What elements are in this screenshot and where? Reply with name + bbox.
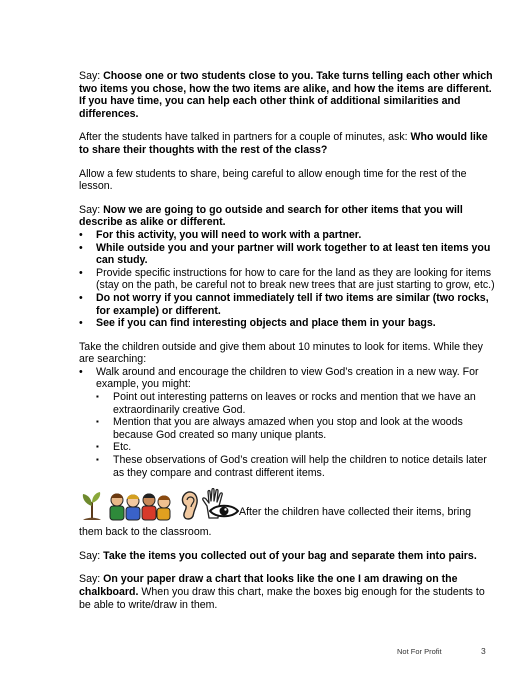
paragraph-go-outside: Say: Now we are going to go outside and search for other items that you will describe as alike or different. [79,203,463,229]
paragraph-draw-chart: Say: On your paper draw a chart that looks like the one I am drawing on the chalkboard. When you draw this chart, make the boxes big enough for the students to be able to write/draw in them. [79,573,485,611]
paragraph-choose-partners: Say: Choose one or two students close to you. Take turns telling each other which two items you chose, how the two items are alike, and how the items are different. If you have time, you can help each other think of additional similarities and differences. [79,70,493,120]
list-item: • Provide specific instructions for how to care for the land as they are looking for items (stay on the path, be careful not to break new trees that are just starting to grow, etc.) [79,266,495,292]
list-item: ▪ Etc. [96,441,132,454]
page-number: 3 [481,646,486,656]
sprout-icon [79,490,105,522]
list-item: ▪ Mention that you are always amazed when you stop and look at the woods because God created so many unique plants. [96,416,463,441]
searching-list [79,366,495,479]
eye-icon [209,503,239,519]
paragraph-separate-pairs: Say: Take the items you collected out of your bag and separate them into pairs. [79,549,477,562]
list-item: ▪ Point out interesting patterns on leaves or rocks and mention that we have an extraordinarily creative God. [96,391,476,416]
list-item: • Walk around and encourage the children to view God’s creation in a new way. For example, you might: ▪ Point out interesting patterns on leaves or rocks and mention that we have an extraordinarily creative God. ▪ Mention that you are always amazed when you stop and look at the woods because God created so many unique plants. ▪ Etc. ▪ These observations of God’s creation will help the children to notice details later as they compare and contrast different items. [79,366,495,479]
icons-caption-continued: them back to the classroom. [79,526,212,539]
paragraph-take-outside: Take the children outside and give them about 10 minutes to look for items. While they are searching: [79,340,483,366]
footer-text: Not For Profit [397,647,442,656]
list-item: • For this activity, you will need to work with a partner. [79,228,362,241]
document-body [79,70,495,622]
list-item: • While outside you and your partner will work together to at least ten items you can study. [79,241,491,267]
ear-icon [177,490,199,522]
paragraph-allow-share: Allow a few students to share, being careful to allow enough time for the rest of the lesson. [79,167,467,193]
icons-caption: After the children have collected their items, bring [239,506,472,519]
list-item: • See if you can find interesting objects and place them in your bags. [79,317,436,330]
outside-instructions-list [79,229,495,330]
children-group-icon [107,490,173,522]
list-item: ▪ These observations of God’s creation will help the children to notice details later as they compare and contrast different items. [96,454,487,479]
senses-icon-row [79,490,495,524]
list-item: • Do not worry if you cannot immediately tell if two items are similar (two rocks, for example) or different. [79,291,489,317]
searching-sublist [96,391,495,479]
paragraph-share-ask: After the students have talked in partners for a couple of minutes, ask: Who would like to share their thoughts with the rest of the class? [79,131,488,156]
